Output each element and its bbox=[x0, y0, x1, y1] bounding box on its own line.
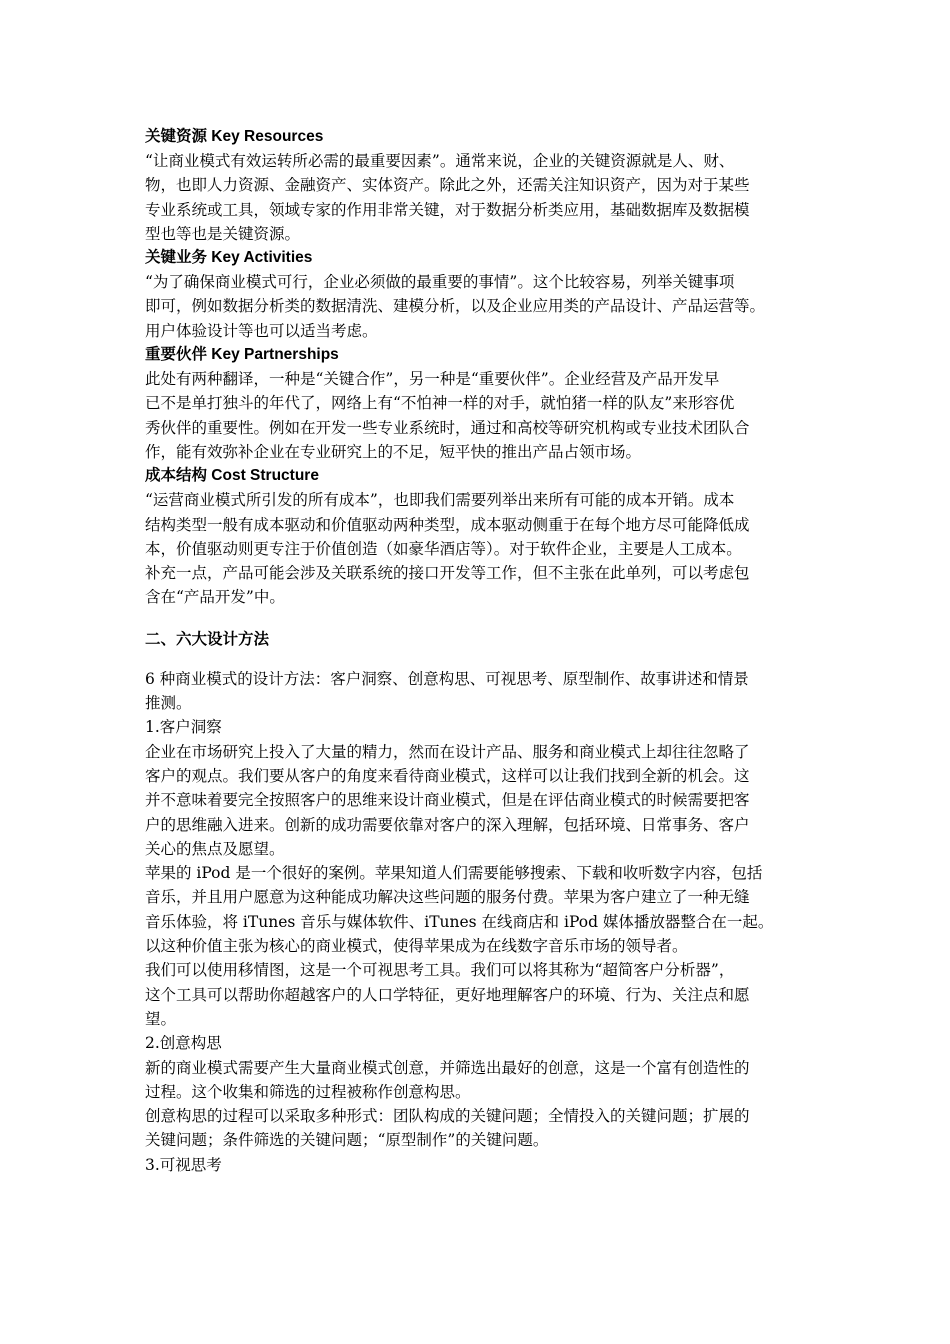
text-line: 6 种商业模式的设计方法：客户洞察、创意构思、可视思考、原型制作、故事讲述和情景 bbox=[145, 669, 749, 688]
text-line: 新的商业模式需要产生大量商业模式创意，并筛选出最好的创意，这是一个富有创造性的 bbox=[145, 1058, 750, 1077]
text-line: 这个工具可以帮助你超越客户的人口学特征，更好地理解客户的环境、行为、关注点和愿 bbox=[145, 985, 750, 1004]
heading-cost-structure: 成本结构 Cost Structure bbox=[145, 467, 319, 485]
text-line: 企业在市场研究上投入了大量的精力，然而在设计产品、服务和商业模式上却往往忽略了 bbox=[145, 742, 750, 761]
text-line: 苹果的 iPod 是一个很好的案例。苹果知道人们需要能够搜索、下载和收听数字内容，包括 bbox=[145, 864, 763, 883]
text-line: 以这种价值主张为核心的商业模式，使得苹果成为在线数字音乐市场的领导者。 bbox=[145, 937, 688, 956]
text-line: 此处有两种翻译，一种是“关键合作”，另一种是“重要伙伴”。企业经营及产品开发早 bbox=[145, 370, 720, 389]
paragraph-design-methods bbox=[145, 667, 813, 1177]
text-line: 含在“产品开发”中。 bbox=[145, 588, 285, 607]
text-line: 关键问题；条件筛选的关键问题；“原型制作”的关键问题。 bbox=[145, 1131, 549, 1150]
subheading-ideation: 2.创意构思 bbox=[145, 1034, 222, 1053]
heading-key-partnerships: 重要伙伴 Key Partnerships bbox=[145, 346, 339, 364]
paragraph-cost-structure bbox=[145, 488, 813, 609]
text-line: 我们可以使用移情图，这是一个可视思考工具。我们可以将其称为“超简客户分析器”， bbox=[145, 961, 735, 980]
paragraph-key-activities bbox=[145, 270, 813, 343]
document-body bbox=[145, 125, 813, 1177]
text-line: 音乐，并且用户愿意为这种能成功解决这些问题的服务付费。苹果为客户建立了一种无缝 bbox=[145, 888, 750, 907]
heading-key-resources: 关键资源 Key Resources bbox=[145, 128, 324, 145]
text-line: 本，价值驱动则更专注于价值创造（如豪华酒店等）。对于软件企业，主要是人工成本。 bbox=[145, 539, 742, 558]
text-line: 望。 bbox=[145, 1009, 177, 1028]
heading-key-activities: 关键业务 Key Activities bbox=[145, 249, 313, 267]
text-line: 创意构思的过程可以采取多种形式：团队构成的关键问题；全情投入的关键问题；扩展的 bbox=[145, 1107, 750, 1126]
text-line: 即可，例如数据分析类的数据清洗、建模分析，以及企业应用类的产品设计、产品运营等。 bbox=[145, 297, 766, 316]
text-line: “为了确保商业模式可行，企业必须做的最重要的事情”。这个比较容易，列举关键事项 bbox=[145, 273, 735, 292]
text-line: 并不意味着要完全按照客户的思维来设计商业模式，但是在评估商业模式的时候需要把客 bbox=[145, 791, 750, 810]
text-line: 已不是单打独斗的年代了，网络上有“不怕神一样的对手，就怕猪一样的队友”来形容优 bbox=[145, 394, 735, 413]
subheading-visual-thinking: 3.可视思考 bbox=[145, 1155, 222, 1174]
subheading-customer-insight: 1.客户洞察 bbox=[145, 718, 222, 737]
paragraph-key-partnerships bbox=[145, 367, 813, 464]
text-line: 过程。这个收集和筛选的过程被称作创意构思。 bbox=[145, 1082, 471, 1101]
text-line: 秀伙伴的重要性。例如在开发一些专业系统时，通过和高校等研究机构或专业技术团队合 bbox=[145, 418, 750, 437]
text-line: 补充一点，产品可能会涉及关联系统的接口开发等工作，但不主张在此单列，可以考虑包 bbox=[145, 564, 750, 583]
text-line: 音乐体验，将 iTunes 音乐与媒体软件、iTunes 在线商店和 iPod 媒体播放器整合在一起。 bbox=[145, 912, 774, 931]
text-line: 推测。 bbox=[145, 694, 192, 713]
text-line: 型也等也是关键资源。 bbox=[145, 224, 301, 243]
text-line: “运营商业模式所引发的所有成本”，也即我们需要列举出来所有可能的成本开销。成本 bbox=[145, 491, 735, 510]
text-line: “让商业模式有效运转所必需的最重要因素”。通常来说，企业的关键资源就是人、财、 bbox=[145, 152, 735, 170]
text-line: 专业系统或工具，领域专家的作用非常关键，对于数据分析类应用，基础数据库及数据模 bbox=[145, 200, 750, 219]
text-line: 户的思维融入进来。创新的成功需要依靠对客户的深入理解，包括环境、日常事务、客户 bbox=[145, 815, 750, 834]
text-line: 关心的焦点及愿望。 bbox=[145, 839, 285, 858]
section-title-design-methods: 二、六大设计方法 bbox=[145, 630, 270, 648]
paragraph-key-resources bbox=[145, 149, 813, 246]
text-line: 物，也即人力资源、金融资产、实体资产。除此之外，还需关注知识资产，因为对于某些 bbox=[145, 176, 750, 195]
text-line: 结构类型一般有成本驱动和价值驱动两种类型，成本驱动侧重于在每个地方尽可能降低成 bbox=[145, 515, 750, 534]
text-line: 作，能有效弥补企业在专业研究上的不足，短平快的推出产品占领市场。 bbox=[145, 442, 642, 461]
text-line: 用户体验设计等也可以适当考虑。 bbox=[145, 321, 378, 340]
text-line: 客户的观点。我们要从客户的角度来看待商业模式，这样可以让我们找到全新的机会。这 bbox=[145, 766, 750, 785]
